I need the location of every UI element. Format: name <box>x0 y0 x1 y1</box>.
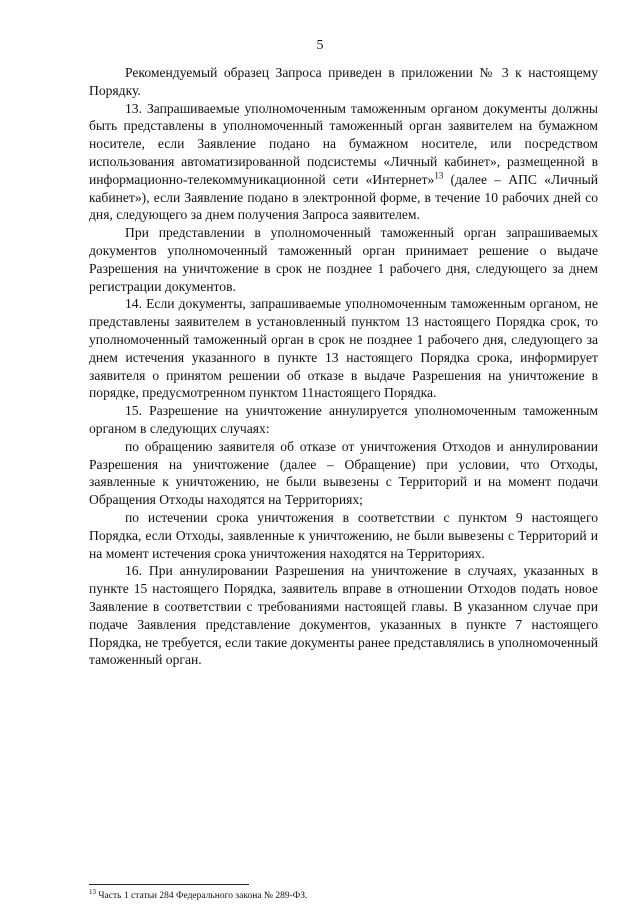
paragraph-13 <box>89 100 598 225</box>
paragraph-15-case-2: по истечении срока уничтожения в соответствии с пунктом 9 настоящего Порядка, если Отходы, заявленные к уничтожению, не были вывезены с Территорий и на момент истечения срока уничтожения находятся на Территориях. <box>89 509 598 561</box>
paragraph-14: 14. Если документы, запрашиваемые уполномоченным таможенным органом, не представлены заявителем в установленный пунктом 13 настоящего Порядка срок, то уполномоченный таможенный орган в срок не позднее 1 рабочего дня, следующего за днем истечения указанного в пункте 13 настоящего Порядка срока, информирует заявителя о принятом решении об отказе в выдаче Разрешения на уничтожение в порядке, предусмотренном пунктом 11настоящего Порядка. <box>89 296 598 401</box>
footnote-text: Часть 1 статьи 284 Федерального закона № 289-ФЗ. <box>96 891 308 901</box>
footnote-number: 13 <box>89 887 96 896</box>
paragraph-13-text: 13. Запрашиваемые уполномоченным таможенным органом документы должны быть представлены в уполномоченный таможенный орган заявителем на бумажном носителе, если Заявление подано на бумажном носителе, или посредством использования автоматизированной подсистемы «Личный кабинет», размещенной в информационно-телекоммуникационной сети «Интернет» <box>89 100 598 187</box>
footnote-divider <box>89 884 249 885</box>
paragraph-16: 16. При аннулировании Разрешения на уничтожение в случаях, указанных в пункте 15 настоящего Порядка, заявитель вправе в отношении Отходов подать новое Заявление в соответствии с требованиями настоящей главы. В указанном случае при подаче Заявления представление документов, указанных в пункте 7 настоящего Порядка, не требуется, если такие документы ранее представлялись в уполномоченный таможенный орган. <box>89 563 598 668</box>
paragraph-15-case-1: по обращению заявителя об отказе от уничтожения Отходов и аннулировании Разрешения на уничтожение (далее – Обращение) при условии, что Отходы, заявленные к уничтожению, не были вывезены с Территорий и на момент подачи Обращения Отходы находятся на Территориях; <box>89 438 598 508</box>
paragraph-sample-reference: Рекомендуемый образец Запроса приведен в приложении № 3 к настоящему Порядку. <box>89 65 598 98</box>
footnote <box>89 887 598 902</box>
page-number: 5 <box>316 38 324 53</box>
footnote-marker: 13 <box>434 170 444 181</box>
document-body <box>89 64 598 669</box>
paragraph-13-continuation: (далее – АПС «Личный кабинет»), если Заявление подано в электронной форме, в течение 10 рабочих дней со дня, следующего за днем получения Запроса заявителем. <box>89 171 599 223</box>
paragraph-15: 15. Разрешение на уничтожение аннулируется уполномоченным таможенным органом в следующих случаях: <box>89 403 598 436</box>
paragraph-13-decision: При представлении в уполномоченный таможенный орган запрашиваемых документов уполномоченный таможенный орган принимает решение о выдаче Разрешения на уничтожение в срок не позднее 1 рабочего дня, следующего за днем регистрации документов. <box>89 225 598 294</box>
